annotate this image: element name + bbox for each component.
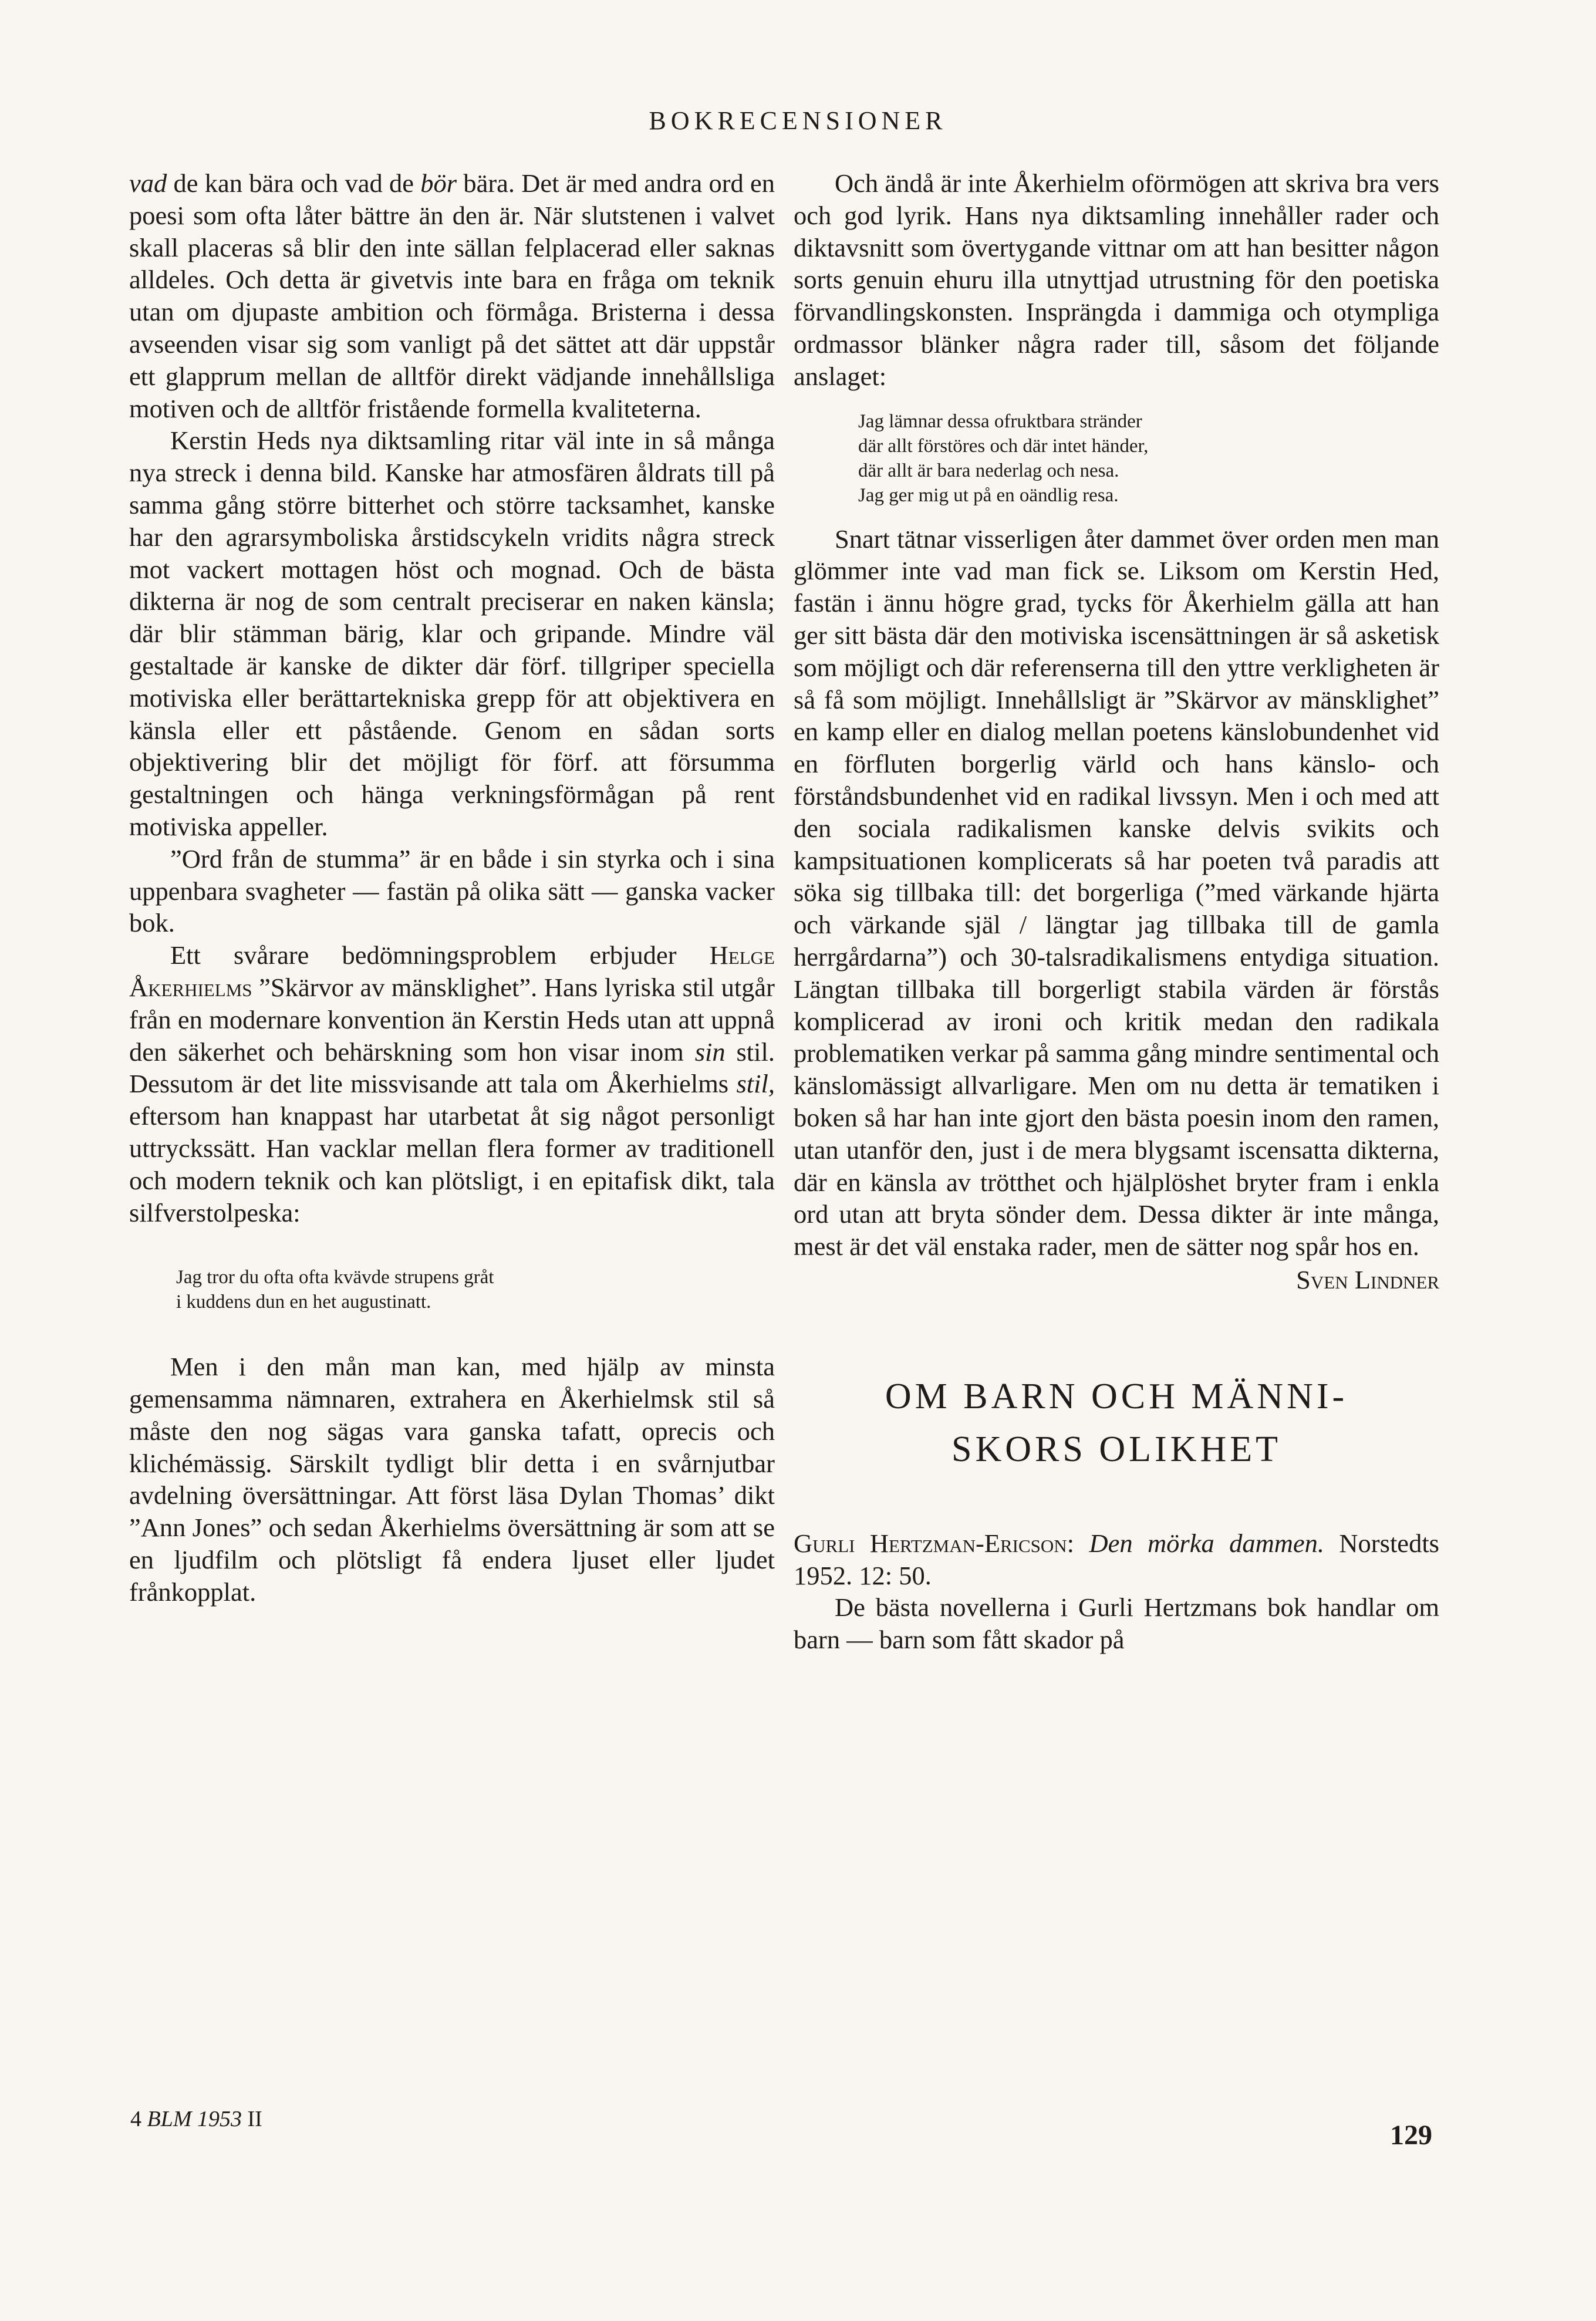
poem-line: där allt förstöres och där intet händer, xyxy=(858,435,1149,457)
text-run: stil. Dessutom är det lite missvisande att tala om Åkerhielms xyxy=(129,1037,775,1099)
poem-line: Jag ger mig ut på en oändlig resa. xyxy=(858,484,1119,506)
printer-signature-mark xyxy=(130,2106,262,2132)
journal-abbrev: BLM 1953 xyxy=(147,2107,242,2131)
poem-line: i kuddens dun en het augustinatt. xyxy=(176,1291,431,1313)
running-head: BOKRECENSIONER xyxy=(649,106,947,135)
section-title-line: SKORS OLIKHET xyxy=(951,1429,1281,1469)
citation-publisher: Norstedts 1952. 12: 50. xyxy=(794,1528,1439,1590)
text-run: II xyxy=(242,2107,262,2131)
left-paragraph-5: Men i den mån man kan, med hjälp av minsta gemensamma nämnaren, extrahera en Åkerhielmsk stil så måste den nog sägas vara ganska tafatt, oprecis och klichémässig. Särskilt tydligt blir detta i en svårnjutbar avdelning översättningar. Att först läsa Dylan Thomas’ dikt ”Ann Jones” och sedan Åkerhielms översättning är som att se en ljudfilm och plötsligt få endera ljuset eller ljudet frånkopplat. xyxy=(129,1352,775,1607)
right-paragraph-1: Och ändå är inte Åkerhielm oförmögen att skriva bra vers och god lyrik. Hans nya diktsamling innehåller rader och diktavsnitt som övertygande vittnar om att han besitter någon sorts genuin ehuru illa utnyttjad utrustning för den poetiska förvandlingskonsten. Insprängda i dammiga och otympliga ordmassor blänker några rader till, såsom det följande anslaget: xyxy=(794,168,1439,391)
left-paragraph-2: Kerstin Heds nya diktsamling ritar väl inte in så många nya streck i denna bild. Kanske har atmosfären åldrats till på samma gång större bitterhet och större tacksamhet, kanske har den agrarsymboliska årstidscykeln vridits några streck mot vackert mottagen höst och mognad. Och de bästa dikterna är nog de som centralt preciserar en naken känsla; där blir stämman bärig, klar och gripande. Mindre väl gestaltade är kanske de dikter där förf. tillgriper speciella motiviska eller berättartekniska grepp för att objektivera en känsla eller ett påstående. Genom en sådan sorts objektivering blir det möjligt för förf. att försumma gestaltningen och hänga verkningsförmågan på rent motiviska appeller. xyxy=(129,426,775,841)
section-title xyxy=(794,1370,1439,1476)
page-number: 129 xyxy=(1390,2120,1432,2151)
text-run: eftersom han knappast har utarbetat åt sig något personligt uttryckssätt. Han vacklar mellan flera former av traditionell och modern teknik och kan plötsligt, i en epitafisk dikt, tala silfverstolpeska: xyxy=(129,1101,775,1227)
text-run: Ett svårare bedömningsproblem erbjuder xyxy=(170,940,710,970)
right-poem-quote xyxy=(858,409,1439,508)
left-paragraph-3: ”Ord från de stumma” är en både i sin styrka och i sina uppenbara svagheter — fastän på olika sätt — ganska vacker bok. xyxy=(129,844,775,938)
text-run: ”Skärvor av mänsklighet”. Hans lyriska stil utgår från en modernare konvention än Kerstin Heds utan att uppnå den säkerhet och behärskning som hon visar inom xyxy=(129,972,775,1067)
emphasis-bor: bör xyxy=(420,168,457,198)
emphasis-vad: vad xyxy=(129,168,167,198)
reviewer-signature: Sven Lindner xyxy=(1296,1264,1439,1294)
poem-line: där allt är bara nederlag och nesa. xyxy=(858,460,1119,481)
right-paragraph-2: Snart tätnar visserligen åter dammet över orden men man glömmer inte vad man fick se. Liksom om Kerstin Hed, fastän i ännu högre grad, tycks för Åkerhielm gälla att han ger sitt bästa där den motiviska iscensättningen är så asketisk som möjligt och där referenserna till den yttre verkligheten är så få som möjligt. Innehållsligt är ”Skärvor av mänsklighet” en kamp eller en dialog mellan poetens känslobundenhet vid en förfluten borgerlig värld och hans känslo- och förståndsbundenhet vid en radikal livssyn. Men i och med att den sociala radikalismen kanske delvis svikits och kampsituationen komplicerats så har poeten två paradis att söka sig tillbaka till: det borgerliga (”med värkande hjärta och värkande själ / längtar jag tillbaka till de gamla herrgårdarna”) och 30-talsradikalismens entydiga situation. Längtan tillbaka till borgerligt stabila värden är förstås komplicerad av ironi och kritik medan den radikala problematiken verkar på samma gång mindre sentimental och känslomässigt allvarligare. Men om nu detta är tematiken i boken så har han inte gjort den bästa poesin inom den ramen, utan utanför den, just i de mera blygsamt iscensatta dikterna, där en känsla av trötthet och hjälplöshet bryter fram i enkla ord utan att bryta sönder dem. Dessa dikter är inte många, mest är det väl enstaka rader, men de sätter nog spår hos en. xyxy=(794,524,1439,1261)
text-run: 4 xyxy=(130,2107,147,2131)
left-poem-quote xyxy=(176,1265,775,1314)
author-name: Helge Åkerhielms xyxy=(129,940,775,1002)
book-citation xyxy=(794,1527,1439,1592)
emphasis-stil: stil, xyxy=(736,1069,775,1099)
emphasis-sin: sin xyxy=(694,1037,726,1067)
poem-line: Jag tror du ofta ofta kvävde strupens gråt xyxy=(176,1267,494,1288)
section-title-line: OM BARN OCH MÄNNI- xyxy=(885,1376,1348,1416)
citation-title: Den mörka dammen. xyxy=(1089,1528,1325,1558)
right-column xyxy=(794,167,1439,1656)
text-run: de kan bära och vad de xyxy=(167,168,421,198)
right-paragraph-3: De bästa novellerna i Gurli Hertzmans bok handlar om barn — barn som fått skador på xyxy=(794,1593,1439,1655)
left-paragraph-4 xyxy=(129,939,775,1229)
citation-author: Gurli Hertzman-Ericson: xyxy=(794,1528,1075,1558)
poem-line: Jag lämnar dessa ofruktbara stränder xyxy=(858,410,1142,432)
left-paragraph-1 xyxy=(129,167,775,424)
text-run: bära. Det är med andra ord en poesi som ofta låter bättre än den är. När slutstenen i valvet skall placeras så blir den inte sällan felplacerad eller saknas alldeles. Och detta är givetvis inte bara en fråga om teknik utan om djupaste ambition och förmåga. Bristerna i dessa avseenden visar sig som vanligt på det sättet att där uppstår ett glapprum mellan de alltför direkt vädjande innehållsliga motiven och de alltför fristående formella kvaliteterna. xyxy=(129,168,775,423)
left-column xyxy=(129,167,775,1608)
